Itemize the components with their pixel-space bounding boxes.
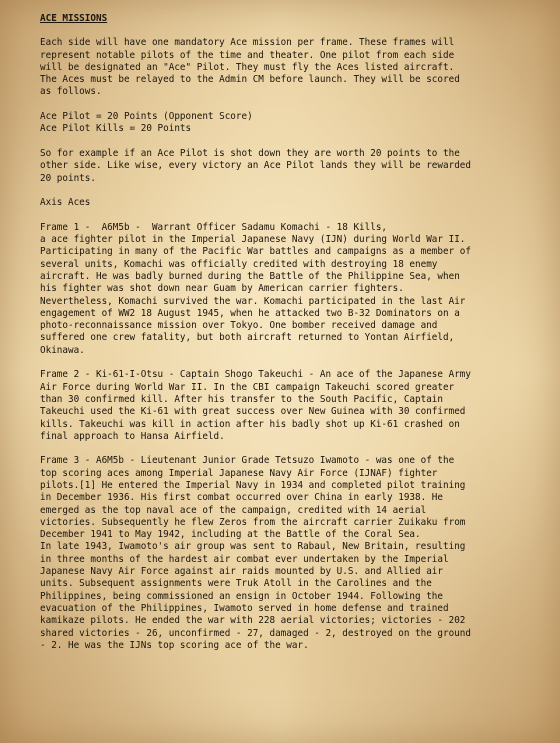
text-line: Takeuchi used the Ki-61 with great success over New Guinea with 30 confirmed [40,406,466,418]
example-paragraph [40,148,550,185]
text-line: Frame 1 - A6M5b - Warrant Officer Sadamu Komachi - 18 Kills, [40,221,388,233]
text-line: Air Force during World War II. In the CBI campaign Takeuchi scored greater [40,381,455,393]
text-line: final approach to Hansa Airfield. [40,430,225,442]
text-line: kamikaze pilots. He ended the war with 228 aerial victories; victories - 202 [40,615,466,627]
text-line: a ace fighter pilot in the Imperial Japanese Navy (IJN) during World War II. [40,234,466,246]
text-line: other side. Like wise, every victory an Ace Pilot lands they will be rewarded [40,160,471,172]
text-line: The Aces must be relayed to the Admin CM before launch. They will be scored [40,74,460,86]
text-line: engagement of WW2 18 August 1945, when he attacked two B-32 Dominators on a [40,307,460,319]
text-line: In late 1943, Iwamoto's air group was sent to Rabaul, New Britain, resulting [40,541,466,553]
document-body [40,13,550,664]
text-line: Japanese Navy Air Force against air raids mounted by U.S. and Allied air [40,566,443,578]
text-line: aircraft. He was badly burned during the Battle of the Philippine Sea, when [40,270,460,282]
frame-1-paragraph [40,222,550,357]
text-line: shared victories - 26, unconfirmed - 27, damaged - 2, destroyed on the ground [40,627,471,639]
text-line: So for example if an Ace Pilot is shot down they are worth 20 points to the [40,147,460,159]
text-line: - 2. He was the IJNs top scoring ace of the war. [40,639,309,651]
axis-aces-heading [40,197,550,209]
text-line: in December 1936. His first combat occurred over China in early 1938. He [40,492,443,504]
text-line: Nevertheless, Komachi survived the war. Komachi participated in the last Air [40,295,466,307]
text-line: kills. Takeuchi was kill in action after his badly shot up Ki-61 crashed on [40,418,460,430]
frame-2-paragraph [40,369,550,443]
text-line: will be designated an "Ace" Pilot. They must fly the Aces listed aircraft. [40,61,455,73]
intro-paragraph [40,37,550,98]
text-line: several units, Komachi was officially credited with destroying 18 enemy [40,258,438,270]
text-line: Participating in many of the Pacific War battles and campaigns as a member of [40,246,471,258]
text-line: top scoring aces among Imperial Japanese Navy Air Force (IJNAF) fighter [40,467,438,479]
text-line: emerged as the top naval ace of the campaign, credited with 14 aerial [40,504,427,516]
text-line: in three months of the hardest air combat ever undertaken by the Imperial [40,553,449,565]
text-line: Okinawa. [40,344,85,356]
text-line: Philippines, being commissioned an ensign in October 1944. Following the [40,590,443,602]
text-line: photo-reconnaissance mission over Tokyo. One bomber received damage and [40,320,438,332]
frame-3-paragraph [40,455,550,652]
text-line: Ace Pilot Kills = 20 Points [40,123,192,135]
text-line: victories. Subsequently he flew Zeros from the aircraft carrier Zuikaku from [40,516,466,528]
paragraph-container [40,37,550,652]
text-line: represent notable pilots of the time and theater. One pilot from each side [40,49,455,61]
text-line: 20 points. [40,172,96,184]
scoring-paragraph [40,111,550,136]
text-line: evacuation of the Philippines, Iwamoto served in home defense and trained [40,602,449,614]
text-line: December 1941 to May 1942, including at the Battle of the Coral Sea. [40,529,421,541]
text-line: his fighter was shot down near Guam by American carrier fighters. [40,283,404,295]
text-line: Axis Aces [40,197,91,209]
text-line: units. Subsequent assignments were Truk Atoll in the Carolines and the [40,578,432,590]
document-title: ACE MISSIONS [40,13,108,24]
text-line: Frame 3 - A6M5b - Lieutenant Junior Grade Tetsuzo Iwamoto - was one of the [40,455,455,467]
text-line: as follows. [40,86,102,98]
text-line: pilots.[1] He entered the Imperial Navy in 1934 and completed pilot training [40,479,466,491]
text-line: than 30 confirmed kill. After his transfer to the South Pacific, Captain [40,393,443,405]
text-line: Each side will have one mandatory Ace mission per frame. These frames will [40,37,455,49]
text-line: Frame 2 - Ki-61-I-Otsu - Captain Shogo Takeuchi - An ace of the Japanese Army [40,369,471,381]
text-line: suffered one crew fatality, but both aircraft returned to Yontan Airfield, [40,332,455,344]
text-line: Ace Pilot = 20 Points (Opponent Score) [40,111,253,123]
